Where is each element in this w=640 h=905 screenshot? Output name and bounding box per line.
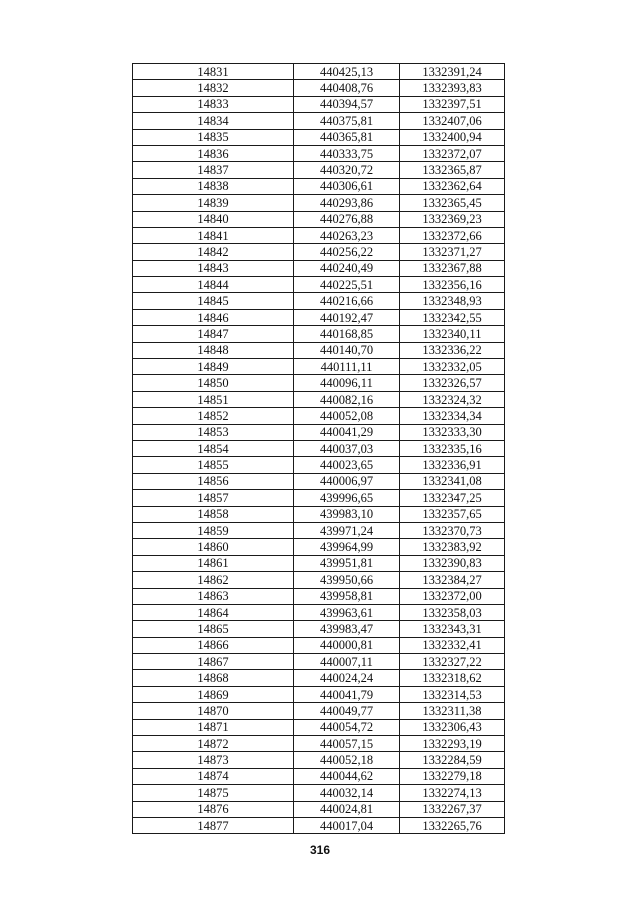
x-coordinate-cell: 440044,62: [294, 768, 400, 784]
point-number-cell: 14870: [133, 703, 294, 719]
x-coordinate-cell: 440082,16: [294, 391, 400, 407]
point-number-cell: 14831: [133, 64, 294, 80]
x-coordinate-cell: 440006,97: [294, 473, 400, 489]
table-row: [133, 80, 505, 96]
y-coordinate-cell: 1332324,32: [400, 391, 505, 407]
table-row: [133, 309, 505, 325]
point-number-cell: 14865: [133, 621, 294, 637]
x-coordinate-cell: 440041,79: [294, 686, 400, 702]
table-row: [133, 145, 505, 161]
y-coordinate-cell: 1332336,91: [400, 457, 505, 473]
y-coordinate-cell: 1332333,30: [400, 424, 505, 440]
table-row: [133, 64, 505, 80]
y-coordinate-cell: 1332369,23: [400, 211, 505, 227]
point-number-cell: 14877: [133, 817, 294, 833]
x-coordinate-cell: 440306,61: [294, 178, 400, 194]
x-coordinate-cell: 440192,47: [294, 309, 400, 325]
point-number-cell: 14841: [133, 227, 294, 243]
table-row: [133, 817, 505, 833]
x-coordinate-cell: 440263,23: [294, 227, 400, 243]
point-number-cell: 14832: [133, 80, 294, 96]
point-number-cell: 14875: [133, 785, 294, 801]
table-row: [133, 162, 505, 178]
point-number-cell: 14861: [133, 555, 294, 571]
table-row: [133, 227, 505, 243]
y-coordinate-cell: 1332371,27: [400, 244, 505, 260]
x-coordinate-cell: 440024,24: [294, 670, 400, 686]
table-row: [133, 424, 505, 440]
point-number-cell: 14862: [133, 572, 294, 588]
table-row: [133, 178, 505, 194]
x-coordinate-cell: 439963,61: [294, 604, 400, 620]
point-number-cell: 14843: [133, 260, 294, 276]
y-coordinate-cell: 1332311,38: [400, 703, 505, 719]
y-coordinate-cell: 1332342,55: [400, 309, 505, 325]
x-coordinate-cell: 439983,47: [294, 621, 400, 637]
point-number-cell: 14842: [133, 244, 294, 260]
x-coordinate-cell: 440049,77: [294, 703, 400, 719]
y-coordinate-cell: 1332390,83: [400, 555, 505, 571]
x-coordinate-cell: 440293,86: [294, 195, 400, 211]
table-row: [133, 440, 505, 456]
x-coordinate-cell: 440408,76: [294, 80, 400, 96]
y-coordinate-cell: 1332407,06: [400, 113, 505, 129]
y-coordinate-cell: 1332365,87: [400, 162, 505, 178]
y-coordinate-cell: 1332336,22: [400, 342, 505, 358]
point-number-cell: 14839: [133, 195, 294, 211]
table-row: [133, 506, 505, 522]
point-number-cell: 14834: [133, 113, 294, 129]
point-number-cell: 14859: [133, 522, 294, 538]
x-coordinate-cell: 440333,75: [294, 145, 400, 161]
y-coordinate-cell: 1332358,03: [400, 604, 505, 620]
y-coordinate-cell: 1332397,51: [400, 96, 505, 112]
table-row: [133, 719, 505, 735]
x-coordinate-cell: 440216,66: [294, 293, 400, 309]
y-coordinate-cell: 1332393,83: [400, 80, 505, 96]
page-number: 316: [309, 843, 331, 857]
point-number-cell: 14853: [133, 424, 294, 440]
point-number-cell: 14871: [133, 719, 294, 735]
table-row: [133, 703, 505, 719]
table-row: [133, 621, 505, 637]
y-coordinate-cell: 1332347,25: [400, 490, 505, 506]
point-number-cell: 14874: [133, 768, 294, 784]
y-coordinate-cell: 1332391,24: [400, 64, 505, 80]
table-row: [133, 244, 505, 260]
x-coordinate-cell: 440000,81: [294, 637, 400, 653]
point-number-cell: 14872: [133, 736, 294, 752]
table-row: [133, 785, 505, 801]
x-coordinate-cell: 440394,57: [294, 96, 400, 112]
table-row: [133, 473, 505, 489]
x-coordinate-cell: 440017,04: [294, 817, 400, 833]
x-coordinate-cell: 439983,10: [294, 506, 400, 522]
x-coordinate-cell: 440225,51: [294, 277, 400, 293]
table-row: [133, 408, 505, 424]
point-number-cell: 14833: [133, 96, 294, 112]
y-coordinate-cell: 1332383,92: [400, 539, 505, 555]
point-number-cell: 14857: [133, 490, 294, 506]
point-number-cell: 14868: [133, 670, 294, 686]
coordinates-table-body: [133, 64, 505, 834]
point-number-cell: 14866: [133, 637, 294, 653]
y-coordinate-cell: 1332326,57: [400, 375, 505, 391]
x-coordinate-cell: 440024,81: [294, 801, 400, 817]
table-row: [133, 342, 505, 358]
x-coordinate-cell: 440256,22: [294, 244, 400, 260]
y-coordinate-cell: 1332341,08: [400, 473, 505, 489]
table-row: [133, 277, 505, 293]
table-row: [133, 522, 505, 538]
point-number-cell: 14869: [133, 686, 294, 702]
y-coordinate-cell: 1332318,62: [400, 670, 505, 686]
table-row: [133, 686, 505, 702]
x-coordinate-cell: 439950,66: [294, 572, 400, 588]
table-row: [133, 490, 505, 506]
x-coordinate-cell: 440320,72: [294, 162, 400, 178]
x-coordinate-cell: 440041,29: [294, 424, 400, 440]
x-coordinate-cell: 440054,72: [294, 719, 400, 735]
point-number-cell: 14837: [133, 162, 294, 178]
y-coordinate-cell: 1332367,88: [400, 260, 505, 276]
y-coordinate-cell: 1332274,13: [400, 785, 505, 801]
x-coordinate-cell: 440037,03: [294, 440, 400, 456]
table-row: [133, 326, 505, 342]
y-coordinate-cell: 1332340,11: [400, 326, 505, 342]
table-row: [133, 359, 505, 375]
point-number-cell: 14848: [133, 342, 294, 358]
table-row: [133, 211, 505, 227]
x-coordinate-cell: 440032,14: [294, 785, 400, 801]
table-row: [133, 637, 505, 653]
point-number-cell: 14855: [133, 457, 294, 473]
table-row: [133, 604, 505, 620]
point-number-cell: 14864: [133, 604, 294, 620]
x-coordinate-cell: 440052,18: [294, 752, 400, 768]
x-coordinate-cell: 440057,15: [294, 736, 400, 752]
x-coordinate-cell: 440276,88: [294, 211, 400, 227]
table-row: [133, 555, 505, 571]
point-number-cell: 14846: [133, 309, 294, 325]
y-coordinate-cell: 1332335,16: [400, 440, 505, 456]
point-number-cell: 14844: [133, 277, 294, 293]
x-coordinate-cell: 439971,24: [294, 522, 400, 538]
table-row: [133, 768, 505, 784]
x-coordinate-cell: 440023,65: [294, 457, 400, 473]
point-number-cell: 14854: [133, 440, 294, 456]
point-number-cell: 14858: [133, 506, 294, 522]
point-number-cell: 14867: [133, 654, 294, 670]
y-coordinate-cell: 1332356,16: [400, 277, 505, 293]
y-coordinate-cell: 1332306,43: [400, 719, 505, 735]
point-number-cell: 14863: [133, 588, 294, 604]
y-coordinate-cell: 1332365,45: [400, 195, 505, 211]
table-row: [133, 129, 505, 145]
point-number-cell: 14856: [133, 473, 294, 489]
table-row: [133, 736, 505, 752]
point-number-cell: 14851: [133, 391, 294, 407]
table-row: [133, 375, 505, 391]
y-coordinate-cell: 1332370,73: [400, 522, 505, 538]
point-number-cell: 14852: [133, 408, 294, 424]
point-number-cell: 14876: [133, 801, 294, 817]
point-number-cell: 14845: [133, 293, 294, 309]
y-coordinate-cell: 1332362,64: [400, 178, 505, 194]
x-coordinate-cell: 440140,70: [294, 342, 400, 358]
table-row: [133, 572, 505, 588]
point-number-cell: 14835: [133, 129, 294, 145]
y-coordinate-cell: 1332348,93: [400, 293, 505, 309]
x-coordinate-cell: 439951,81: [294, 555, 400, 571]
x-coordinate-cell: 440096,11: [294, 375, 400, 391]
table-row: [133, 670, 505, 686]
point-number-cell: 14840: [133, 211, 294, 227]
y-coordinate-cell: 1332372,07: [400, 145, 505, 161]
y-coordinate-cell: 1332267,37: [400, 801, 505, 817]
x-coordinate-cell: 440111,11: [294, 359, 400, 375]
x-coordinate-cell: 440240,49: [294, 260, 400, 276]
y-coordinate-cell: 1332327,22: [400, 654, 505, 670]
x-coordinate-cell: 440168,85: [294, 326, 400, 342]
y-coordinate-cell: 1332334,34: [400, 408, 505, 424]
x-coordinate-cell: 440375,81: [294, 113, 400, 129]
point-number-cell: 14838: [133, 178, 294, 194]
x-coordinate-cell: 440425,13: [294, 64, 400, 80]
y-coordinate-cell: 1332293,19: [400, 736, 505, 752]
y-coordinate-cell: 1332400,94: [400, 129, 505, 145]
table-row: [133, 752, 505, 768]
point-number-cell: 14836: [133, 145, 294, 161]
table-row: [133, 293, 505, 309]
table-row: [133, 195, 505, 211]
point-number-cell: 14849: [133, 359, 294, 375]
point-number-cell: 14873: [133, 752, 294, 768]
y-coordinate-cell: 1332279,18: [400, 768, 505, 784]
y-coordinate-cell: 1332332,41: [400, 637, 505, 653]
y-coordinate-cell: 1332332,05: [400, 359, 505, 375]
table-row: [133, 457, 505, 473]
table-row: [133, 260, 505, 276]
point-number-cell: 14847: [133, 326, 294, 342]
x-coordinate-cell: 439958,81: [294, 588, 400, 604]
coordinates-table: [132, 63, 505, 834]
point-number-cell: 14860: [133, 539, 294, 555]
table-row: [133, 113, 505, 129]
table-row: [133, 539, 505, 555]
x-coordinate-cell: 439964,99: [294, 539, 400, 555]
x-coordinate-cell: 440007,11: [294, 654, 400, 670]
table-row: [133, 96, 505, 112]
y-coordinate-cell: 1332265,76: [400, 817, 505, 833]
y-coordinate-cell: 1332343,31: [400, 621, 505, 637]
y-coordinate-cell: 1332372,66: [400, 227, 505, 243]
y-coordinate-cell: 1332384,27: [400, 572, 505, 588]
x-coordinate-cell: 440365,81: [294, 129, 400, 145]
y-coordinate-cell: 1332284,59: [400, 752, 505, 768]
table-row: [133, 391, 505, 407]
y-coordinate-cell: 1332314,53: [400, 686, 505, 702]
y-coordinate-cell: 1332372,00: [400, 588, 505, 604]
x-coordinate-cell: 439996,65: [294, 490, 400, 506]
table-row: [133, 588, 505, 604]
y-coordinate-cell: 1332357,65: [400, 506, 505, 522]
table-row: [133, 801, 505, 817]
table-row: [133, 654, 505, 670]
point-number-cell: 14850: [133, 375, 294, 391]
x-coordinate-cell: 440052,08: [294, 408, 400, 424]
